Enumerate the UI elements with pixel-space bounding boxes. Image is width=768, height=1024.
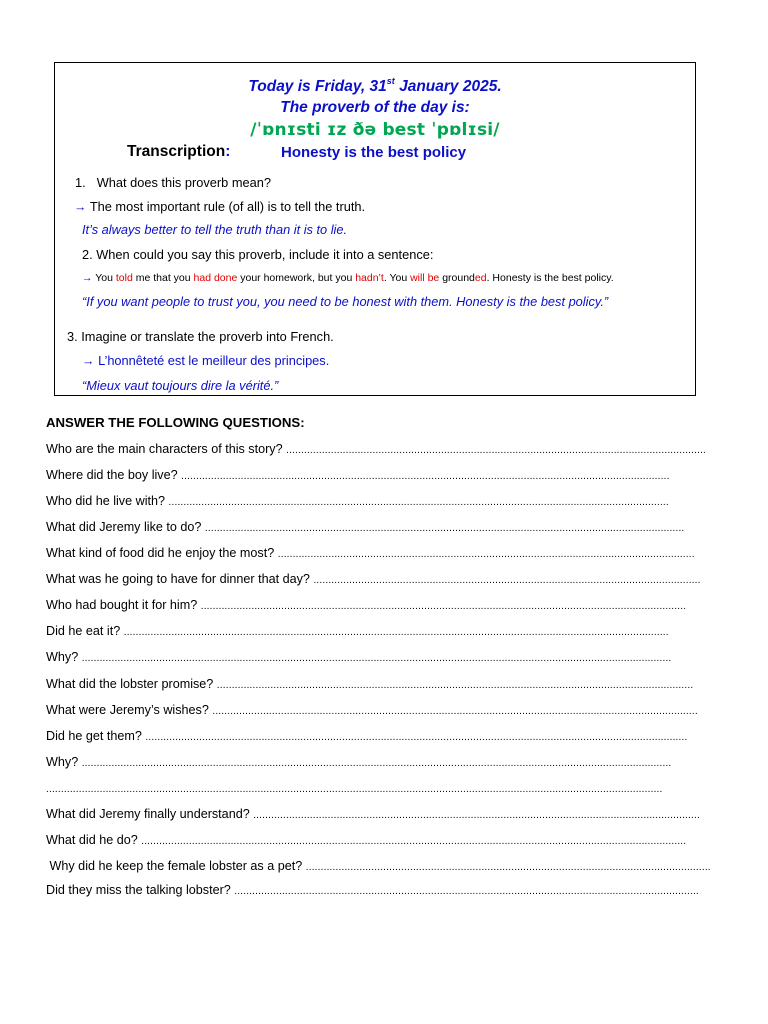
arrow-icon: → [82, 272, 93, 284]
answer-blank[interactable]: ...................................................................................................................................................... [253, 810, 700, 821]
question-text: What did Jeremy finally understand? [46, 807, 254, 821]
question-2-example: “If you want people to trust you, you need to be honest with them. Honesty is the best policy.” [82, 294, 609, 309]
question-line [46, 546, 722, 560]
answer-blank[interactable]: .................................................................................................................................. [313, 575, 701, 586]
answer-blank[interactable]: ...................................................................................................................................................................................... [145, 732, 688, 743]
transcription-label-text: Transcription [127, 143, 226, 160]
arrow-icon: → [74, 200, 87, 214]
question-text: Did he get them? [46, 729, 146, 743]
question-line [46, 650, 722, 664]
question-line [46, 781, 722, 795]
question-line [46, 598, 722, 612]
question-3-answer [82, 353, 329, 368]
question-1-text: What does this proverb mean? [96, 175, 271, 190]
answer-blank[interactable]: ....................................................................................................................................................................................... [123, 627, 669, 638]
question-text: What kind of food did he enjoy the most? [46, 546, 278, 560]
question-3: 3. Imagine or translate the proverb into French. [67, 329, 334, 344]
sentence-part: . Honesty is the best policy. [486, 272, 614, 284]
sentence-part: You [95, 272, 116, 284]
question-1 [75, 175, 271, 190]
sentence-highlight: ed [474, 272, 487, 284]
question-line [46, 520, 722, 534]
sentence-part: me that you [132, 272, 194, 284]
answer-blank[interactable]: ............................................................................................................................................................................................................... [46, 784, 663, 795]
proverb-intro: The proverb of the day is: [280, 99, 470, 116]
question-line [46, 883, 722, 897]
date-line [55, 76, 695, 96]
sentence-part: your homework, but you [237, 272, 356, 284]
question-text: Who had bought it for him? [46, 598, 201, 612]
question-text: What were Jeremy’s wishes? [46, 703, 213, 717]
question-line [46, 442, 722, 456]
date-text: Today is Friday, 31 [248, 78, 387, 95]
answer-blank[interactable]: ........................................................................................................................................................................ [168, 497, 669, 508]
answer-blank[interactable]: ............................................................................................................................................................ [234, 886, 699, 897]
sentence-highlight: told [115, 272, 133, 284]
sentence-highlight: had done [193, 272, 238, 284]
question-text: Who did he live with? [46, 494, 169, 508]
question-1-example: It’s always better to tell the truth than it is to lie. [82, 222, 348, 237]
question-line [46, 677, 722, 691]
answer-blank[interactable]: ................................................................................................................................................................... [200, 601, 687, 612]
answer-blank[interactable]: ............................................................................................................................................ [277, 549, 695, 560]
answer-blank[interactable]: .................................................................................................................................................................... [181, 471, 670, 482]
date-suffix: January 2025. [394, 78, 502, 95]
question-text: Who are the main characters of this story? [46, 442, 287, 456]
phonetic-transcription: /ˈɒnɪsti ɪz ðə best ˈpɒlɪsi/ [250, 120, 500, 140]
proverb-box [54, 62, 696, 396]
question-text: Why did he keep the female lobster as a pet? [46, 859, 306, 873]
answer-blank[interactable]: ................................................................................................................................................................... [212, 706, 698, 717]
question-3-answer-text: L’honnêteté est le meilleur des principes. [98, 353, 330, 368]
question-1-number: 1. [75, 175, 86, 190]
transcription-colon: : [225, 143, 231, 160]
question-line [46, 729, 722, 743]
sentence-part: ground [439, 272, 475, 284]
question-line [46, 624, 722, 638]
question-text: What was he going to have for dinner that day? [46, 572, 314, 586]
sentence-part: . You [383, 272, 411, 284]
proverb-text: Honesty is the best policy [281, 144, 467, 161]
sentence-highlight: will be [410, 272, 440, 284]
question-line [46, 807, 722, 821]
question-text: Did he eat it? [46, 624, 124, 638]
question-text: What did the lobster promise? [46, 677, 217, 691]
answer-blank[interactable]: ....................................................................................................................................................................................... [141, 836, 687, 847]
answer-blank[interactable]: ................................................................................................................................................................. [204, 523, 685, 534]
question-1-answer [74, 199, 365, 214]
question-text: What did Jeremy like to do? [46, 520, 205, 534]
question-text: Where did the boy live? [46, 468, 182, 482]
answers-title: ANSWER THE FOLLOWING QUESTIONS: [46, 415, 305, 430]
question-3-example: “Mieux vaut toujours dire la vérité.” [82, 378, 279, 393]
question-line [46, 859, 722, 873]
question-2: 2. When could you say this proverb, include it into a sentence: [82, 247, 434, 262]
question-text: Did they miss the talking lobster? [46, 883, 235, 897]
question-text: What did he do? [46, 833, 142, 847]
answer-blank[interactable]: ...................................................................................................................................................................................................... [81, 653, 672, 664]
question-line [46, 494, 722, 508]
question-line [46, 755, 722, 769]
answer-blank[interactable]: ................................................................................................................................................................ [216, 680, 694, 691]
transcription-label [127, 143, 230, 161]
arrow-icon: → [82, 354, 95, 368]
question-1-answer-text: The most important rule (of all) is to tell the truth. [89, 199, 366, 214]
question-text: Why? [46, 650, 82, 664]
question-line [46, 703, 722, 717]
question-line [46, 833, 722, 847]
answer-blank[interactable]: ...................................................................................................................................................................................................... [81, 758, 672, 769]
date-superscript: st [386, 76, 395, 86]
answer-blank[interactable]: ........................................................................................................................................ [305, 862, 711, 873]
question-2-sentence [82, 272, 614, 284]
question-line [46, 572, 722, 586]
sentence-highlight: hadn’t [355, 272, 384, 284]
answer-blank[interactable]: ............................................................................................................................................. [286, 445, 707, 456]
question-text: Why? [46, 755, 82, 769]
question-line [46, 468, 722, 482]
